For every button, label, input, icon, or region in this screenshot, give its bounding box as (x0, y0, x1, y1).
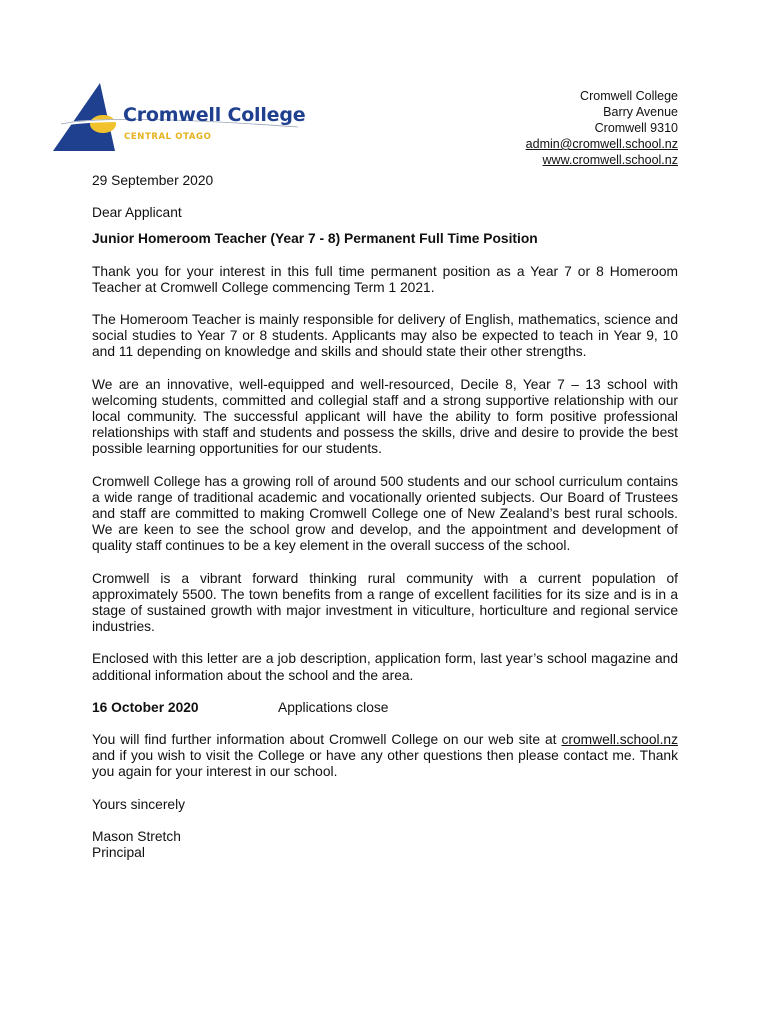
application-close-row (92, 700, 678, 716)
address-line-3: Cromwell 9310 (594, 121, 678, 135)
paragraph-enclosed: Enclosed with this letter are a job description, application form, last year’s school magazine and additional information about the school and the area. (92, 651, 678, 683)
info-text-before: You will find further information about Cromwell College on our web site at (92, 732, 557, 748)
info-website-link[interactable]: cromwell.school.nz (561, 732, 678, 748)
paragraph-role: The Homeroom Teacher is mainly responsible for delivery of English, mathematics, science and social studies to Year 7 or 8 students. Applicants may also be expected to teach in Year 9, 10 and 11 depending on knowledge and skills and should state their other strengths. (92, 312, 678, 360)
signer-title: Principal (92, 845, 145, 861)
signer-name: Mason Stretch (92, 828, 181, 844)
info-text-after: and if you wish to visit the College or have any other questions then please contact me. Thank you again for your interest in our school. (92, 748, 678, 780)
close-label: Applications close (278, 699, 389, 715)
logo-name: Cromwell College (123, 104, 306, 126)
paragraph-school: We are an innovative, well-equipped and well-resourced, Decile 8, Year 7 – 13 school with welcoming students, committed and collegial staff and a strong supportive relationship with our local community. The successful applicant will have the ability to form positive professional relationships with staff and students and possess the skills, drive and desire to provide the best possible learning opportunities for our students. (92, 376, 678, 457)
paragraph-town: Cromwell is a vibrant forward thinking rural community with a current population of approximately 5500. The town benefits from a range of excellent facilities for its size and is in a stage of sustained growth with major investment in viticulture, horticulture and regional service industries. (92, 570, 678, 635)
website-link[interactable]: www.cromwell.school.nz (542, 153, 678, 167)
salutation: Dear Applicant (92, 205, 182, 221)
close-date: 16 October 2020 (92, 699, 199, 715)
address-line-1: Cromwell College (580, 89, 678, 103)
letter-body (92, 173, 678, 861)
signoff: Yours sincerely (92, 796, 186, 812)
college-logo (53, 80, 306, 155)
letter-subject: Junior Homeroom Teacher (Year 7 - 8) Permanent Full Time Position (92, 231, 538, 247)
paragraph-info (92, 732, 678, 781)
paragraph-intro: Thank you for your interest in this full time permanent position as a Year 7 or 8 Homeroom Teacher at Cromwell College commencing Term 1 2021. (92, 263, 678, 295)
signature-block (92, 829, 678, 861)
letter-date: 29 September 2020 (92, 173, 214, 188)
email-link[interactable]: admin@cromwell.school.nz (525, 137, 678, 151)
logo-subtitle: CENTRAL OTAGO (124, 132, 212, 142)
sender-address (526, 88, 678, 168)
paragraph-roll: Cromwell College has a growing roll of around 500 students and our school curriculum contains a wide range of traditional academic and vocationally oriented subjects. Our Board of Trustees and staff are committed to making Cromwell College one of New Zealand’s best rural schools. We are keen to see the school grow and develop, and the appointment and development of quality staff continues to be a key element in the overall success of the school. (92, 473, 678, 554)
address-line-2: Barry Avenue (603, 105, 678, 119)
